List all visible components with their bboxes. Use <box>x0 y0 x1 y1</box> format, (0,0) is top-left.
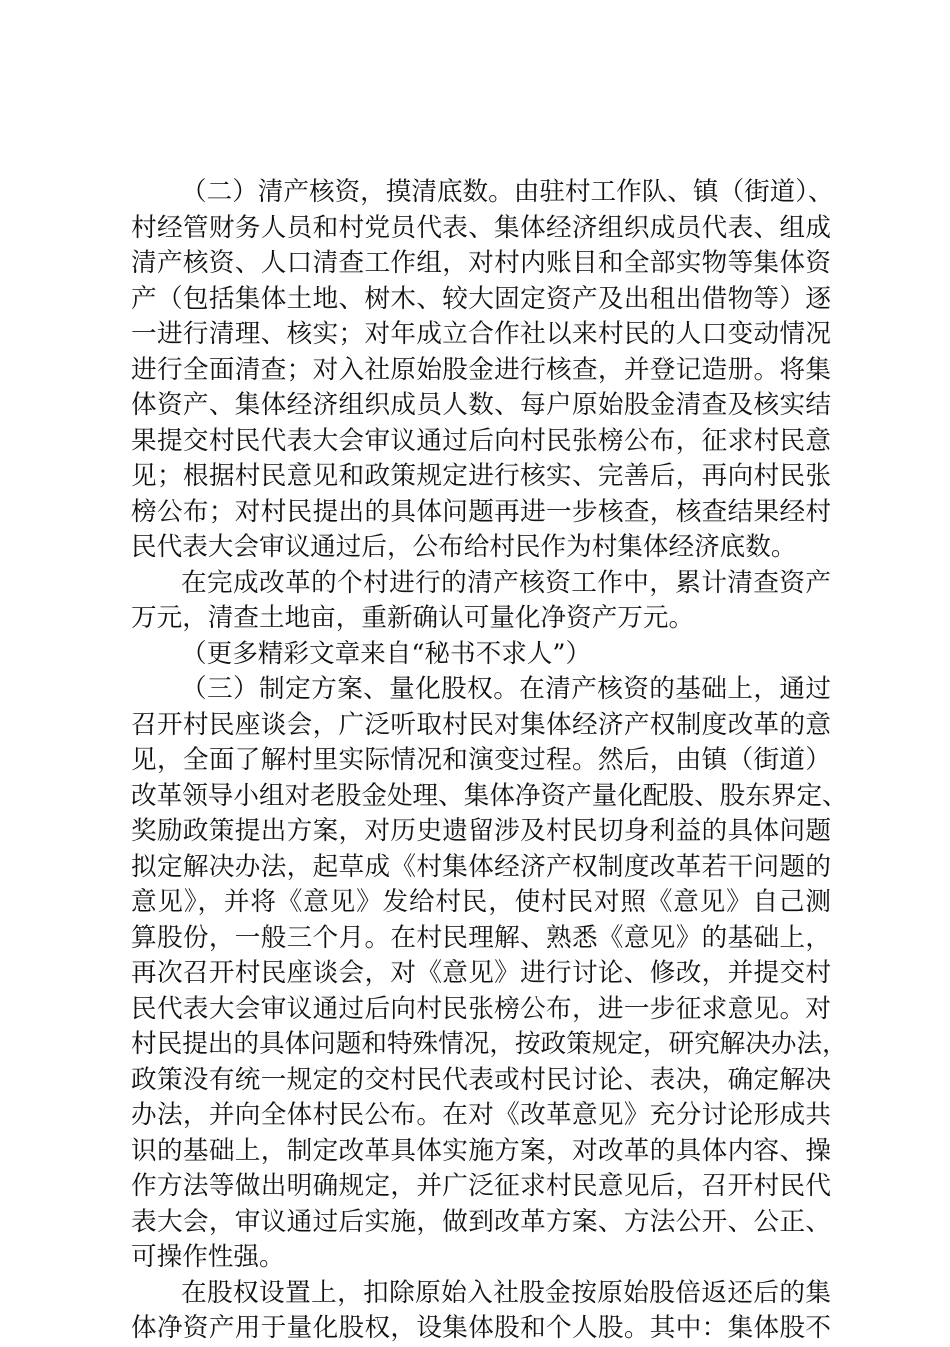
text-line: 万元，清查土地亩，重新确认可量化净资产万元。 <box>131 603 695 633</box>
text-line: 见；根据村民意见和政策规定进行核实、完善后，再向村民张 <box>131 461 831 491</box>
text-line: 再次召开村民座谈会，对《意见》进行讨论、修改，并提交村 <box>131 958 831 988</box>
text-line: 一进行清理、核实；对年成立合作社以来村民的人口变动情况 <box>131 319 831 349</box>
text-line: （二）清产核资，摸清底数。由驻村工作队、镇（街道）、 <box>181 177 834 207</box>
text-line: 在完成改革的个村进行的清产核资工作中，累计清查资产 <box>181 567 831 598</box>
text-line: 见，全面了解村里实际情况和演变过程。然后，由镇（街道） <box>131 745 831 775</box>
text-line: 进行全面清查；对入社原始股金进行核查，并登记造册。将集 <box>131 354 831 385</box>
text-line: 清产核资、人口清查工作组，对村内账目和全部实物等集体资 <box>131 248 831 278</box>
body-text <box>131 175 848 1347</box>
text-line: 村经管财务人员和村党员代表、集体经济组织成员代表、组成 <box>131 212 831 243</box>
text-line: 榜公布；对村民提出的具体问题再进一步核查，核查结果经村 <box>131 496 831 527</box>
text-line: 可操作性强。 <box>131 1242 285 1272</box>
text-line: 表大会，审议通过后实施，做到改革方案、方法公开、公正、 <box>131 1206 831 1237</box>
text-line: 改革领导小组对老股金处理、集体净资产量化配股、股东界定、 <box>131 780 848 811</box>
text-line: 召开村民座谈会，广泛听取村民对集体经济产权制度改革的意 <box>131 709 831 740</box>
text-line: 政策没有统一规定的交村民代表或村民讨论、表决，确定解决 <box>131 1064 831 1095</box>
text-line: 识的基础上，制定改革具体实施方案，对改革的具体内容、操 <box>131 1135 831 1166</box>
text-line: （更多精彩文章来自“秘书不求人”） <box>181 638 592 669</box>
text-line: 体净资产用于量化股权，设集体股和个人股。其中：集体股不 <box>131 1313 831 1343</box>
text-line: 在股权设置上，扣除原始入社股金按原始股倍返还后的集 <box>181 1277 831 1308</box>
text-line: 作方法等做出明确规定，并广泛征求村民意见后，召开村民代 <box>131 1171 831 1201</box>
text-line: 意见》，并将《意见》发给村民，使村民对照《意见》自己测 <box>131 887 831 917</box>
text-line: 算股份，一般三个月。在村民理解、熟悉《意见》的基础上， <box>131 922 831 953</box>
text-line: 民代表大会审议通过后，公布给村民作为村集体经济底数。 <box>131 532 797 562</box>
text-line: 民代表大会审议通过后向村民张榜公布，进一步征求意见。对 <box>131 993 831 1024</box>
text-line: 果提交村民代表大会审议通过后向村民张榜公布，征求村民意 <box>131 425 831 456</box>
text-line: 奖励政策提出方案，对历史遗留涉及村民切身利益的具体问题 <box>131 816 831 846</box>
text-line: 体资产、集体经济组织成员人数、每户原始股金清查及核实结 <box>131 390 831 420</box>
text-line: 拟定解决办法，起草成《村集体经济产权制度改革若干问题的 <box>131 851 831 882</box>
text-line: 产（包括集体土地、树木、较大固定资产及出租出借物等）逐 <box>131 283 831 314</box>
text-line: 办法，并向全体村民公布。在对《改革意见》充分讨论形成共 <box>131 1100 831 1130</box>
text-line: （三）制定方案、量化股权。在清产核资的基础上，通过 <box>181 674 831 704</box>
text-line: 村民提出的具体问题和特殊情况，按政策规定，研究解决办法， <box>131 1029 848 1059</box>
